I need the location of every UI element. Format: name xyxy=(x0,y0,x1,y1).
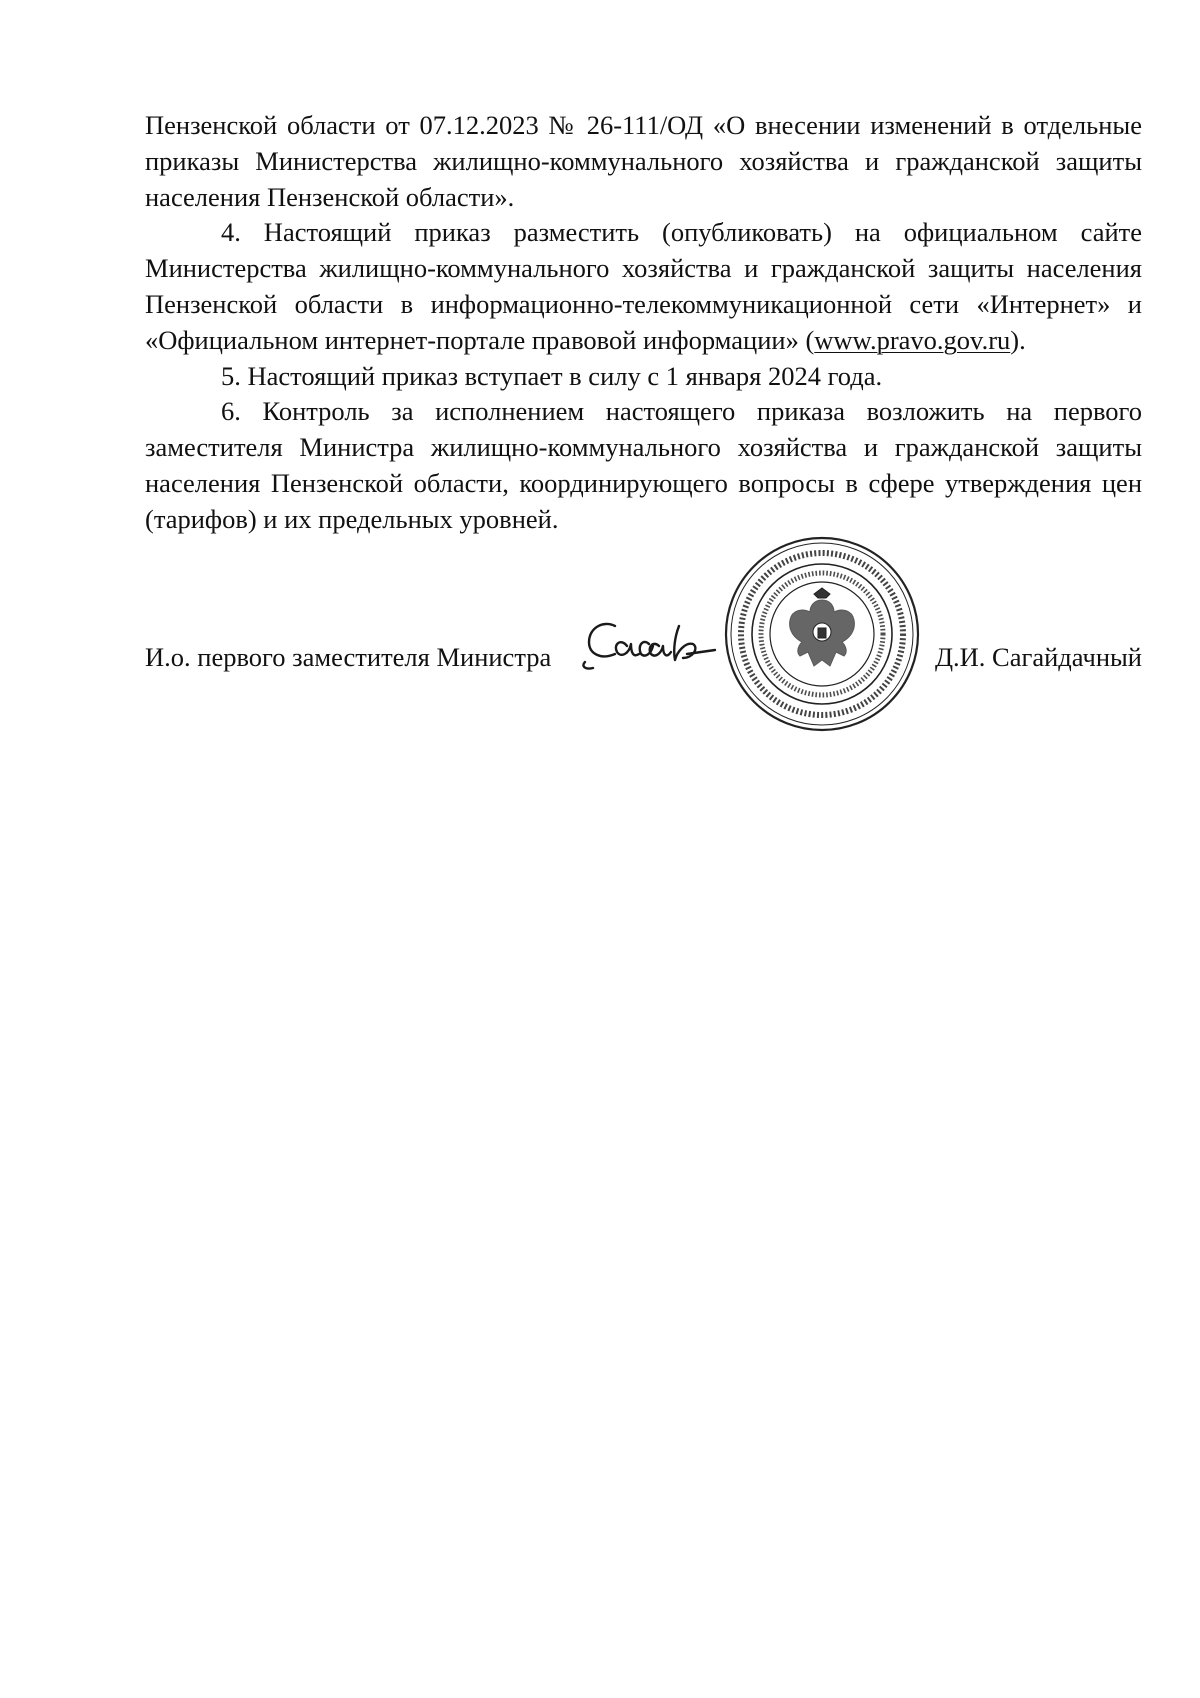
paragraph-4-end: ). xyxy=(1010,324,1026,355)
paragraph-4-text: 4. Настоящий приказ разместить (опубликовать) на официальном сайте Министерства жилищно-коммунального хозяйства и гражданской защиты населения Пензенской области в информационно-телекоммуникационной сети «Интернет» и «Официальном интернет-портале правовой информации» ( xyxy=(145,217,1142,355)
paragraph-5: 5. Настоящий приказ вступает в силу с 1 января 2024 года. xyxy=(221,360,883,391)
signatory-name: Д.И. Сагайдачный xyxy=(934,642,1142,672)
signatory-position: И.о. первого заместителя Министра xyxy=(145,642,552,672)
signature-block xyxy=(145,637,1142,677)
paragraph-continuation: Пензенской области от 07.12.2023 № 26-111/ОД «О внесении изменений в отдельные приказы Министерства жилищно-коммунального хозяйства и гражданской защиты населения Пензенской области». xyxy=(145,110,1142,212)
paragraph-4 xyxy=(145,215,1142,358)
pravo-link[interactable]: www.pravo.gov.ru xyxy=(814,324,1011,355)
document-body xyxy=(145,108,1142,538)
official-stamp xyxy=(722,534,922,734)
paragraph-6: 6. Контроль за исполнением настоящего приказа возложить на первого заместителя Министра жилищно-коммунального хозяйства и гражданской защиты населения Пензенской области, координирующего вопросы в сфере утверждения цен (тарифов) и их предельных уровней. xyxy=(145,396,1142,534)
